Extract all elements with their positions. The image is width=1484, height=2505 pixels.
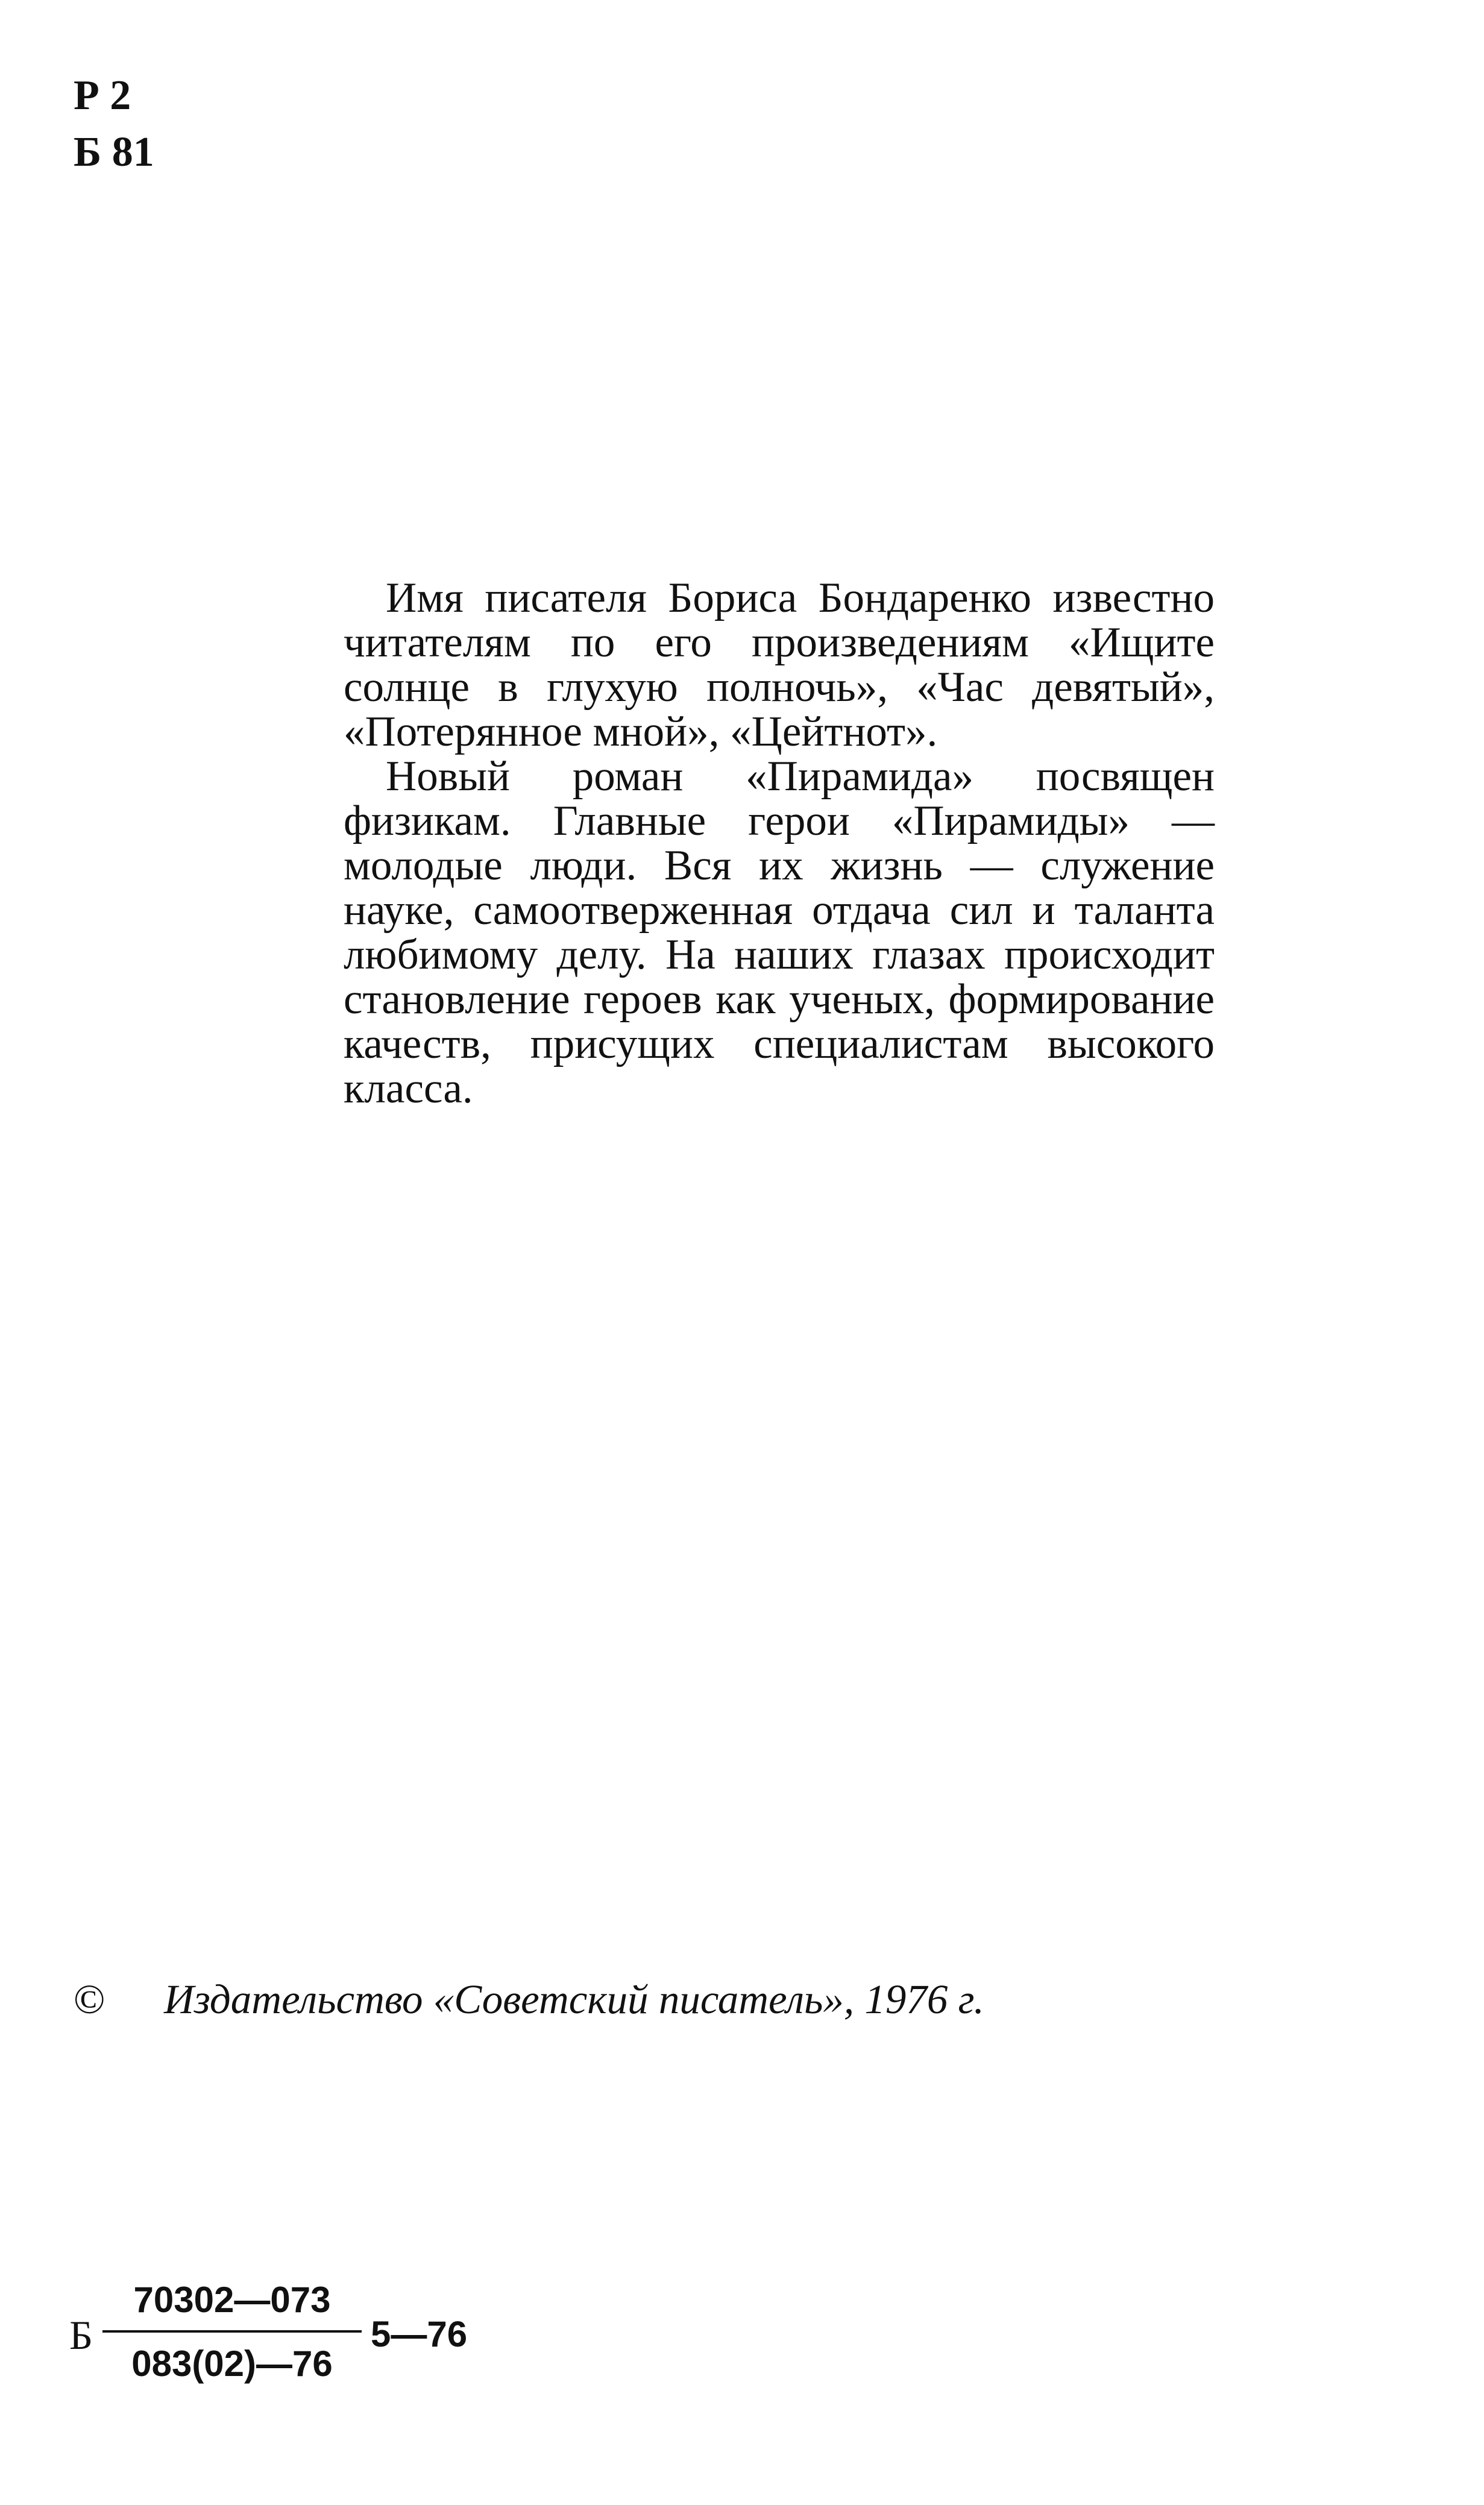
biblio-code-denominator: 083(02)—76 [131, 2343, 333, 2384]
biblio-code-prefix: Б [69, 2312, 93, 2358]
annotation-paragraph-2: Новый роман «Пирамида» посвящен физикам. Главные герои «Пирамиды» — молодые люди. Вся их жизнь — служение науке, самоотверженная отдача сил и таланта любимому делу. На наших глазах происходит становление героев как ученых, формирование качеств, присущих специалистам высокого класса. [344, 753, 1215, 1112]
annotation-paragraph-1: Имя писателя Бориса Бондаренко известно читателям по его произведениям «Ищите солнце в глухую полночь», «Час девятый», «Потерянное мной», «Цейтнот». [344, 574, 1215, 755]
biblio-code-suffix: 5—76 [371, 2314, 468, 2354]
copyright-notice [74, 1972, 984, 2026]
classification-code-line-2: Б 81 [74, 129, 154, 175]
biblio-code-numerator: 70302—073 [102, 2278, 362, 2333]
copyright-icon: © [74, 1976, 105, 2022]
classification-codes [74, 68, 154, 181]
book-annotation [344, 576, 1215, 1111]
copyright-text: Издательство «Советский писатель», 1976 г. [164, 1976, 984, 2022]
biblio-code-fraction [102, 2278, 362, 2386]
classification-code-line-1: Р 2 [74, 72, 131, 119]
